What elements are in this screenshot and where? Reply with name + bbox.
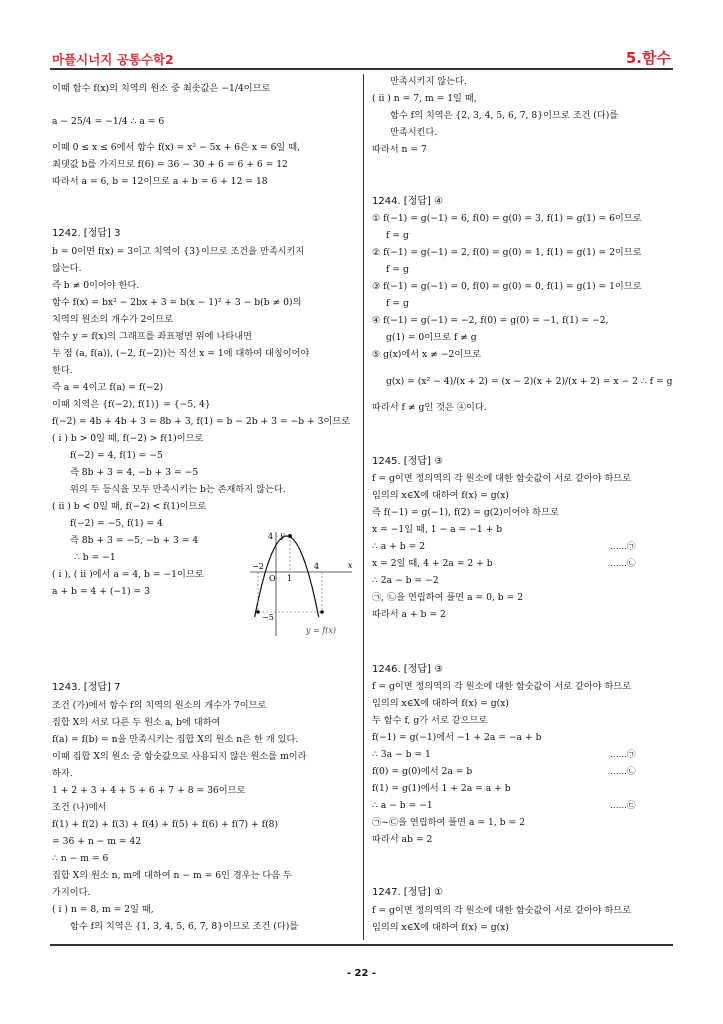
text-line: 하자. [52,768,73,779]
text-line: f(−2) = 4b + 4b + 3 = 8b + 3, f(1) = b − 2b + 3 = −b + 3이므로 [52,416,351,427]
text-line: 임의의 x∈X에 대하여 f(x) = g(x) [372,922,509,933]
text-line: g(1) = 0이므로 f ≠ g [386,332,477,343]
text-line: f(0) = g(0)에서 2a = b [372,766,473,777]
page-number: - 22 - [346,968,377,979]
section-heading: 1243. [정답] 7 [52,682,121,693]
section-heading: 1247. [정답] ① [372,887,444,898]
text-line: ③ f(−1) = g(−1) = 0, f(0) = g(0) = 0, f(1) = g(1) = 1이므로 [372,281,642,292]
text-line: 임의의 x∈X에 대하여 f(x) = g(x) [372,698,509,709]
text-line: 두 점 (a, f(a)), (−2, f(−2))는 직선 x = 1에 대하여 대칭이어야 [52,348,310,359]
text-line: ∴ b = −1 [74,552,116,563]
x-axis-label: x [348,561,353,570]
text-line: ④ f(−1) = g(−1) = −2, f(0) = g(0) = −1, f(1) = −2, [372,315,609,326]
text-line: f(1) = g(1)에서 1 + 2a = a + b [372,783,511,794]
text-line: g(x) = (x² − 4)/(x + 2) = (x − 2)(x + 2)/(x + 2) = x − 2 ∴ f = g [386,376,673,387]
text-line: 따라서 ab = 2 [372,834,433,845]
text-line: f = g이면 정의역의 각 원소에 대한 함숫값이 서로 같아야 하므로 [372,473,632,484]
text-line: 한다. [52,365,73,376]
text-line: f(1) + f(2) + f(3) + f(4) + f(5) + f(6) + f(7) + f(8) [52,819,279,830]
text-line: f(−2) = 4, f(1) = −5 [70,450,163,461]
section-heading: 1246. [정답] ③ [372,664,444,675]
tick-ymin: −5 [262,613,274,622]
text-line: 가지이다. [52,887,91,898]
text-line: ∴ 3a − b = 1 [372,749,431,760]
text-line: 이때 함수 f(x)의 치역의 원소 중 최솟값은 −1/4이므로 [52,83,271,94]
text-line: ㉠~㉢을 연립하여 풀면 a = 1, b = 2 [372,817,525,828]
text-line: 위의 두 등식을 모두 만족시키는 b는 존재하지 않는다. [70,484,286,495]
equation-tag: ……㉠ [610,750,636,760]
tick-four: 4 [314,562,320,571]
text-line: ① f(−1) = g(−1) = 6, f(0) = g(0) = 3, f(1) = g(1) = 6이므로 [372,213,642,224]
right-end-point [320,610,324,614]
text-line: ∴ a − b = −1 [372,800,433,811]
left-end-point [256,610,260,614]
text-line: f(−2) = −5, f(1) = 4 [70,518,163,529]
text-line: 함수 f의 치역은 {2, 3, 4, 5, 6, 7, 8}이므로 조건 (다)를 [390,110,619,121]
text-line: 최댓값 b를 가지므로 f(6) = 36 − 30 + 6 = 6 + 6 = 12 [52,159,288,170]
text-line: f = g이면 정의역의 각 원소에 대한 함숫값이 서로 같아야 하므로 [372,905,632,916]
tick-one: 1 [287,574,293,583]
text-line: 치역의 원소의 개수가 2이므로 [52,314,174,325]
text-line: f = g [386,298,409,309]
text-line: = 36 + n − m = 42 [52,836,142,847]
text-line: 이때 0 ≤ x ≤ 6에서 함수 f(x) = x² − 5x + 6은 x = 6일 때, [52,142,301,153]
section-heading: 1244. [정답] ④ [372,196,444,207]
text-line: 따라서 n = 7 [372,144,427,155]
text-line: ∴ n − m = 6 [52,853,109,864]
text-line: 함수 y = f(x)의 그래프를 좌표평면 위에 나타내면 [52,331,252,342]
text-line: 즉 f(−1) = g(−1), f(2) = g(2)이어야 하므로 [372,507,559,518]
text-line: x = 2일 때, 4 + 2a = 2 + b [372,558,493,569]
text-line: 조건 (가)에서 함수 f의 치역의 원소의 개수가 7이므로 [52,700,267,711]
text-line: 않는다. [52,263,82,274]
text-line: 만족시킨다. [390,127,438,138]
text-line: 즉 8b + 3 = −5, −b + 3 = 4 [70,535,199,546]
text-line: 함수 f(x) = bx² − 2bx + 3 = b(x − 1)² + 3 − b(b ≠ 0)의 [52,297,302,308]
text-line: f = g [386,230,409,241]
tick-xneg: −2 [252,562,264,571]
origin-label: O [269,574,276,583]
chapter-title: 5.함수 [625,49,671,67]
text-line: f(a) = f(b) = n을 만족시키는 집합 X의 원소 n은 한 개 있다. [52,734,299,745]
text-line: 즉 8b + 3 = 4, −b + 3 = −5 [70,467,199,478]
text-line: ∴ 2a − b = −2 [372,575,439,586]
text-line: 임의의 x∈X에 대하여 f(x) = g(x) [372,490,509,501]
text-line: 1 + 2 + 3 + 4 + 5 + 6 + 7 + 8 = 36이므로 [52,785,246,796]
text-line: ( ii ) b < 0일 때, f(−2) < f(1)이므로 [52,501,207,512]
text-line: ∴ a + b = 2 [372,541,426,552]
text-line: ( i ), ( ii )에서 a = 4, b = −1이므로 [52,569,204,580]
text-line: 즉 a = 4이고 f(a) = f(−2) [52,382,164,393]
text-line: 즉 b ≠ 0이어야 한다. [52,280,140,291]
book-title: 마플시너지 공통수학2 [52,52,174,67]
text-line: f = g이면 정의역의 각 원소에 대한 함숫값이 서로 같아야 하므로 [372,681,632,692]
footer-rule [50,944,673,946]
column-divider [363,74,364,940]
text-line: ② f(−1) = g(−1) = 2, f(0) = g(0) = 1, f(1) = g(1) = 2이므로 [372,247,642,258]
text-line: 집합 X의 원소 n, m에 대하여 n − m = 6인 경우는 다음 두 [52,870,292,881]
text-line: ( i ) n = 8, m = 2일 때, [52,904,154,915]
vertex-point [288,534,292,538]
text-line: 따라서 a + b = 2 [372,609,446,620]
y-axis-label: y [280,531,285,540]
text-line: 함수 f의 치역은 {1, 3, 4, 5, 6, 7, 8}이므로 조건 (다)를 [70,921,299,932]
tick-ymax: 4 [268,532,274,541]
parabola-graph [244,528,356,640]
text-line: a + b = 4 + (−1) = 3 [52,586,150,597]
text-line: 이때 치역은 {f(−2), f(1)} = {−5, 4} [52,399,211,410]
section-heading: 1245. [정답] ③ [372,456,444,467]
equation-tag: ……㉢ [610,801,636,811]
text-line: ( i ) b > 0일 때, f(−2) > f(1)이므로 [52,433,204,444]
text-line: ( ii ) n = 7, m = 1일 때, [372,93,477,104]
text-line: 이때 집합 X의 원소 중 함숫값으로 사용되지 않은 원소를 m이라 [52,751,307,762]
text-line: 따라서 a = 6, b = 12이므로 a + b = 6 + 12 = 18 [52,176,268,187]
text-line: 두 함수 f, g가 서로 같으므로 [372,715,488,726]
equation-tag: ……㉡ [610,559,636,569]
text-line: a − 25/4 = −1/4 ∴ a = 6 [52,116,165,127]
text-line: ⑤ g(x)에서 x ≠ −2이므로 [372,349,481,360]
equation-tag: ……㉠ [610,542,636,552]
equation-tag: ……㉡ [610,767,636,777]
curve-label: y = f(x) [306,626,337,635]
text-line: 집합 X의 서로 다른 두 원소 a, b에 대하여 [52,717,221,728]
text-line: b = 0이면 f(x) = 3이고 치역이 {3}이므로 조건을 만족시키지 [52,246,305,257]
text-line: ㉠, ㉡을 연립하여 풀면 a = 0, b = 2 [372,592,524,603]
text-line: x = −1일 때, 1 − a = −1 + b [372,524,503,535]
text-line: 만족시키지 않는다. [390,76,467,87]
text-line: 조건 (나)에서 [52,802,107,813]
section-heading: 1242. [정답] 3 [52,228,121,239]
text-line: f(−1) = g(−1)에서 −1 + 2a = −a + b [372,732,542,743]
text-line: 따라서 f ≠ g인 것은 ④이다. [372,402,487,413]
header-rule [50,68,673,70]
text-line: f = g [386,264,409,275]
